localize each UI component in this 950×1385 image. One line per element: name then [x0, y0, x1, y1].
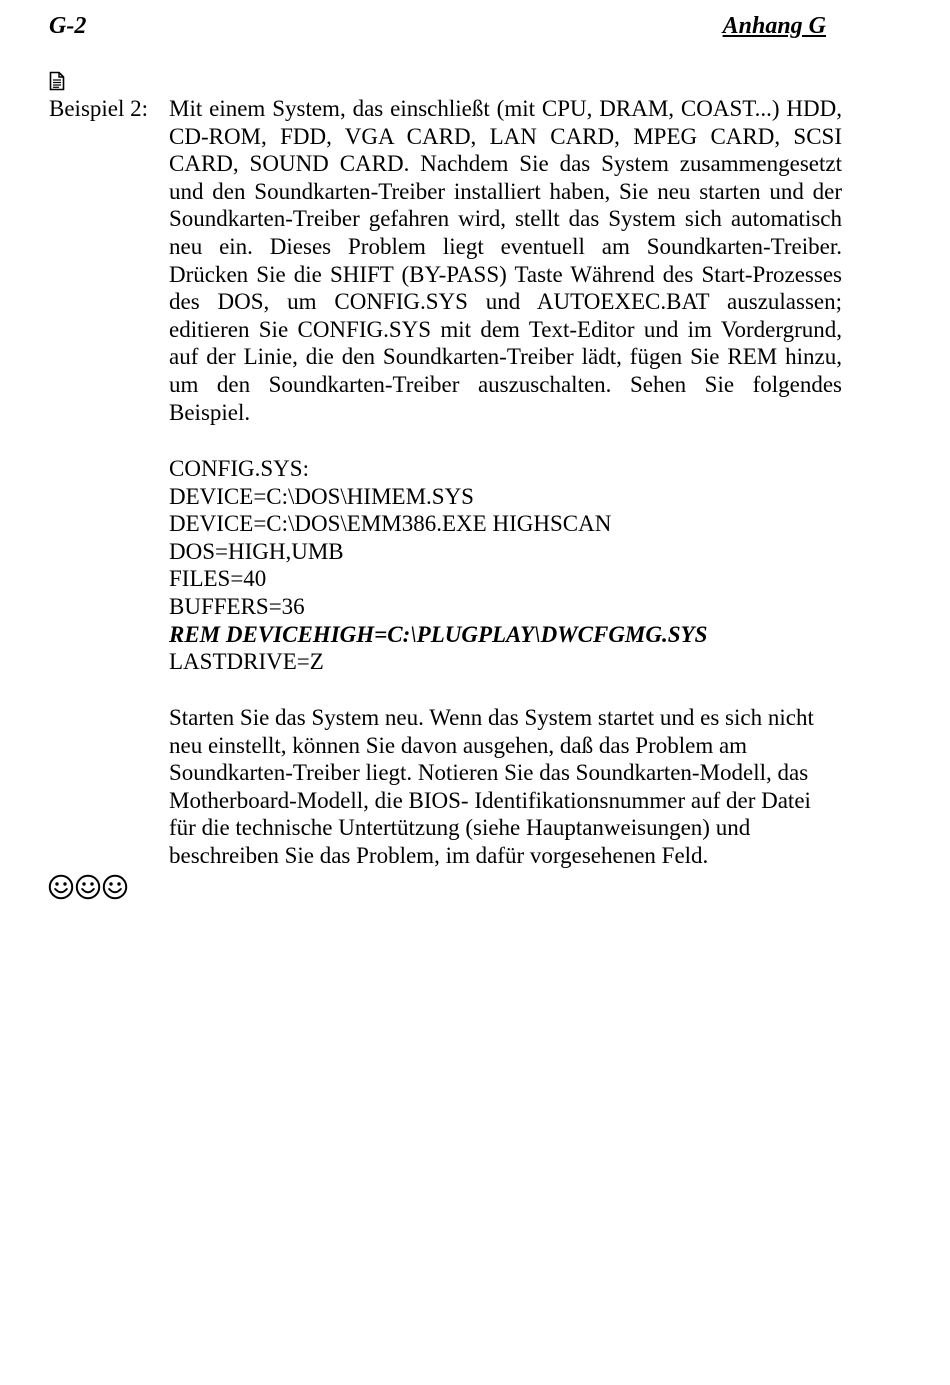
smiley-face-icon — [48, 874, 74, 900]
code-line: CONFIG.SYS: — [169, 456, 309, 481]
code-line: DEVICE=C:\DOS\HIMEM.SYS — [169, 483, 474, 509]
smiley-face-icon — [102, 874, 128, 900]
code-line-rem-highlight: REM DEVICEHIGH=C:\PLUGPLAY\DWCFGMG.SYS — [169, 621, 708, 647]
example-paragraph-1: Mit einem System, das einschließt (mit CPU, DRAM, COAST...) HDD, CD-ROM, FDD, VGA CARD, LAN CARD, MPEG CARD, SCSI CARD, SOUND CARD. Nachdem Sie das System zusammengesetzt und den Soundkarten-Treiber installiert haben, Sie neu starten und der Soundkarten-Treiber gefahren wird, stellt das System sich automatisch neu ein. Dieses Problem liegt eventuell am Soundkarten-Treiber. Drücken Sie die SHIFT (BY-PASS) Taste Während des Start-Prozesses des DOS, um CONFIG.SYS und AUTOEXEC.BAT auszulassen; editieren Sie CONFIG.SYS mit dem Text-Editor und im Vordergrund, auf der Linie, die den Soundkarten-Treiber lädt, fügen Sie REM hinzu, um den Soundkarten-Treiber auszuschalten. Sehen Sie folgendes Beispiel. — [169, 96, 842, 425]
example-paragraph-2: Starten Sie das System neu. Wenn das System startet und es sich nicht neu einstellt, können Sie davon ausgehen, daß das Problem am Soundkarten-Treiber liegt. Notieren Sie das Soundkarten-Modell, das Motherboard-Modell, die BIOS- Identifikationsnummer auf der Datei für die technische Untertützung (siehe Hauptanweisungen) und beschreiben Sie das Problem, im dafür vorgesehenen Feld. — [169, 705, 814, 868]
code-line: LASTDRIVE=Z — [169, 649, 324, 675]
code-line: DEVICE=C:\DOS\EMM386.EXE HIGHSCAN — [169, 511, 612, 537]
smiley-face-icon — [75, 874, 101, 900]
code-line: FILES=40 — [169, 566, 267, 592]
config-sys-listing — [169, 455, 842, 676]
code-line: BUFFERS=36 — [169, 593, 305, 619]
example-label: Beispiel 2: — [49, 96, 149, 121]
smiley-group — [48, 874, 128, 900]
section-title: Anhang G — [722, 13, 826, 39]
code-line: DOS=HIGH,UMB — [169, 538, 344, 564]
page-number: G-2 — [49, 13, 87, 39]
note-document-icon — [49, 71, 65, 91]
